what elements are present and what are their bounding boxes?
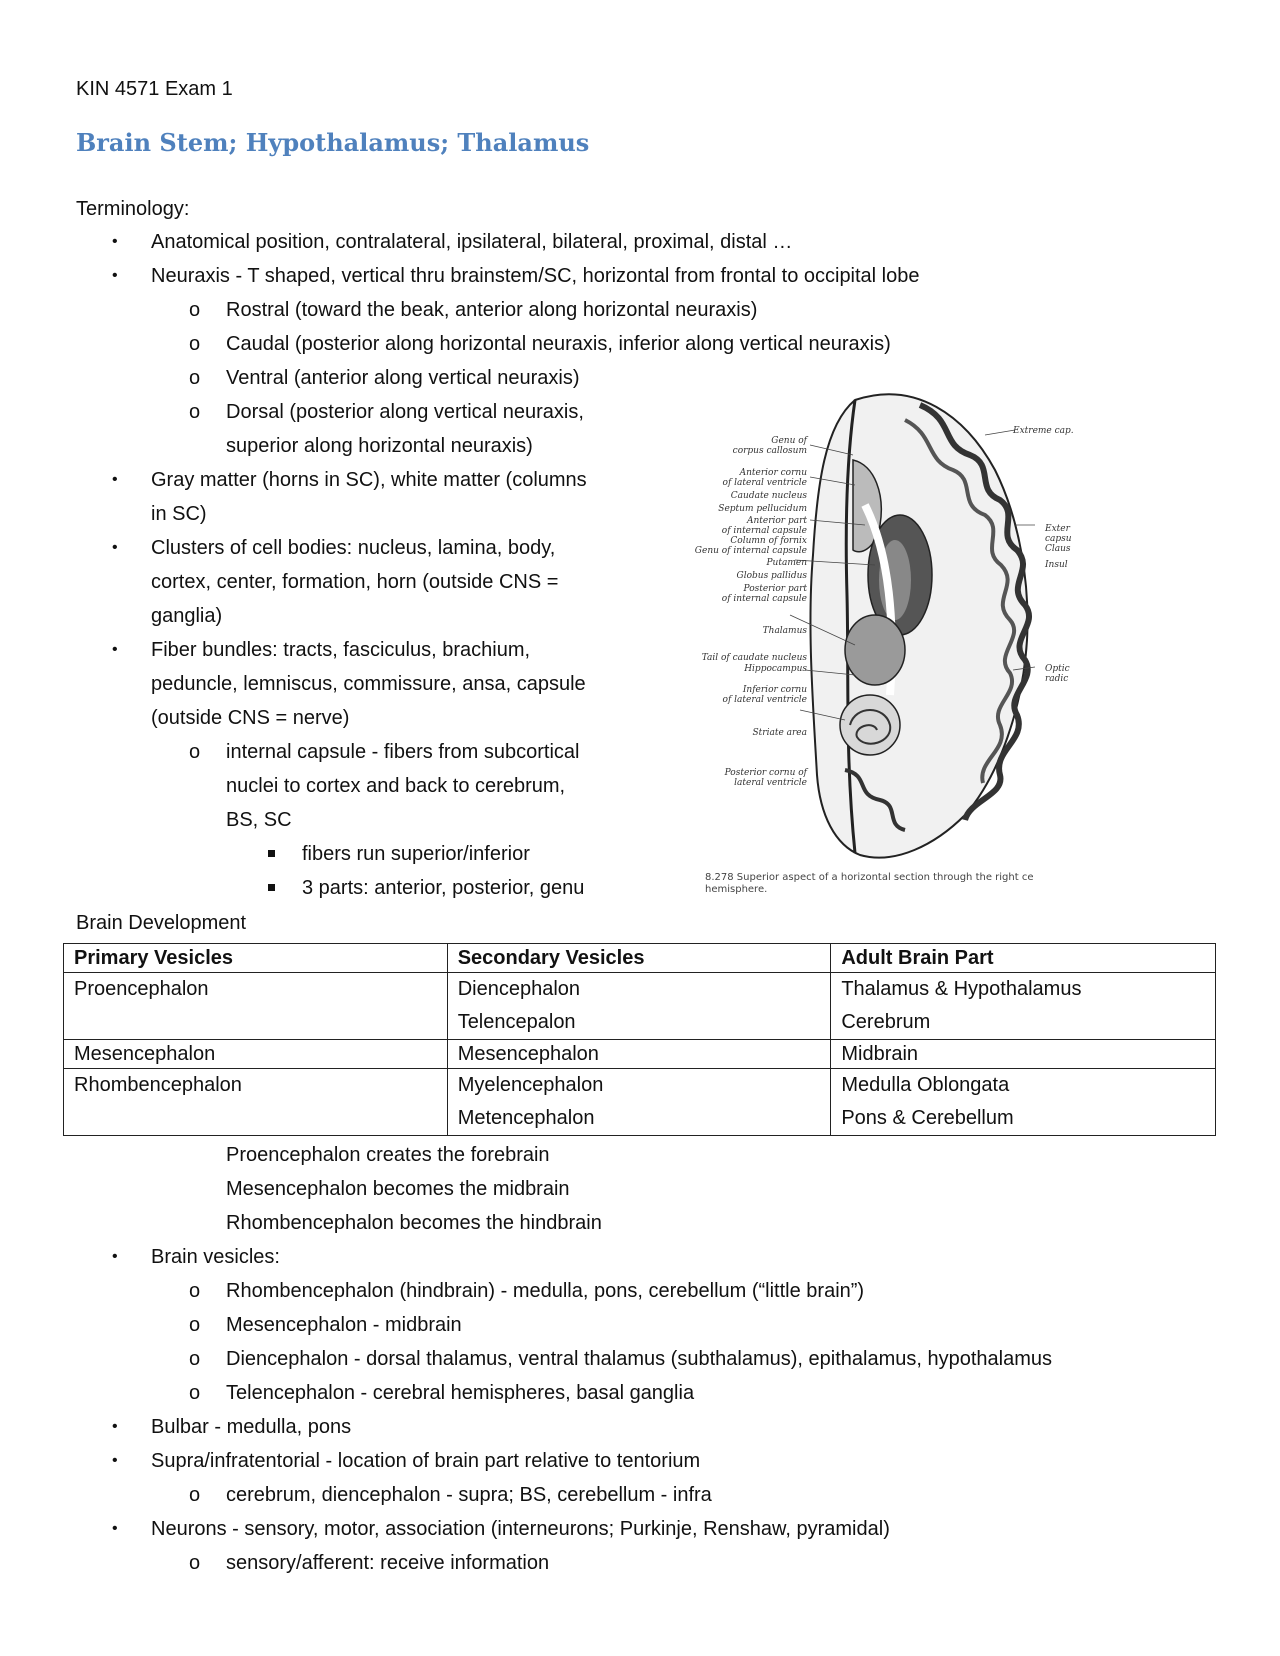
fig-label-septum-pellucidum: Septum pellucidum [718, 504, 807, 514]
tentorial-sub-item: cerebrum, diencephalon - supra; BS, cerebellum - infra [226, 1484, 712, 1506]
circle-marker: o [189, 333, 201, 355]
square-bullet [268, 850, 275, 857]
circle-marker: o [189, 1348, 201, 1370]
fig-label-column-fornix: Column of fornix [730, 536, 807, 546]
fig-label-capsule: capsu [1045, 534, 1072, 544]
development-note-2: Mesencephalon becomes the midbrain [226, 1178, 570, 1200]
terminology-heading: Terminology: [76, 198, 190, 220]
fig-label-claustrum: Claus [1045, 544, 1071, 554]
bullet-marker: • [112, 267, 118, 284]
capsule-sub-1: fibers run superior/inferior [302, 843, 530, 865]
figure-caption-line2: hemisphere. [705, 884, 768, 895]
development-note-3: Rhombencephalon becomes the hindbrain [226, 1212, 602, 1234]
bullet-marker: • [112, 471, 118, 488]
circle-marker: o [189, 1552, 201, 1574]
cell-adult: Thalamus & Hypothalamus Cerebrum [831, 973, 1216, 1040]
brain-section-illustration [695, 375, 1215, 895]
gray-matter-line2: in SC) [151, 503, 207, 525]
bullet-marker: • [112, 233, 118, 250]
anatomical-item: Anatomical position, contralateral, ipsilateral, bilateral, proximal, distal … [151, 231, 793, 253]
dorsal-item-line1: Dorsal (posterior along vertical neuraxis, [226, 401, 584, 423]
fibers-line2: peduncle, lemniscus, commissure, ansa, capsule [151, 673, 586, 695]
circle-marker: o [189, 401, 201, 423]
circle-marker: o [189, 367, 201, 389]
gray-matter-line1: Gray matter (horns in SC), white matter (columns [151, 469, 587, 491]
circle-marker: o [189, 1314, 201, 1336]
header-secondary: Secondary Vesicles [447, 944, 831, 973]
fig-label-striate-area: Striate area [752, 728, 807, 738]
fig-label-genu-corpus: Genu of [771, 436, 807, 446]
bullet-marker: • [112, 1520, 118, 1537]
figure-caption-line1: 8.278 Superior aspect of a horizontal section through the right ce [705, 872, 1034, 883]
dorsal-item-line2: superior along horizontal neuraxis) [226, 435, 533, 457]
cell-secondary: Diencephalon Telencepalon [447, 973, 831, 1040]
fig-label-external: Exter [1045, 524, 1070, 534]
fibers-line3: (outside CNS = nerve) [151, 707, 350, 729]
cell-adult: Midbrain [831, 1040, 1216, 1069]
fig-label-insula: Insul [1045, 560, 1068, 570]
fig-label-optic: Optic [1045, 664, 1070, 674]
vesicle-item: Diencephalon - dorsal thalamus, ventral thalamus (subthalamus), epithalamus, hypothalamus [226, 1348, 1052, 1370]
fig-label-corpus-callosum: corpus callosum [732, 446, 807, 456]
cell-primary: Mesencephalon [64, 1040, 448, 1069]
clusters-line1: Clusters of cell bodies: nucleus, lamina, body, [151, 537, 556, 559]
page-title: Brain Stem; Hypothalamus; Thalamus [76, 128, 590, 157]
cell-primary: Proencephalon [64, 973, 448, 1040]
header-adult: Adult Brain Part [831, 944, 1216, 973]
cell-adult: Medulla Oblongata Pons & Cerebellum [831, 1069, 1216, 1136]
circle-marker: o [189, 1280, 201, 1302]
bullet-marker: • [112, 1452, 118, 1469]
fig-label-lateral-ventricle-2: of lateral ventricle [722, 695, 807, 705]
square-bullet [268, 884, 275, 891]
neuraxis-item: Neuraxis - T shaped, vertical thru brainstem/SC, horizontal from frontal to occipital lobe [151, 265, 920, 287]
fig-label-putamen: Putamen [766, 558, 807, 568]
ventral-item: Ventral (anterior along vertical neuraxis) [226, 367, 580, 389]
fig-label-tail-caudate: Tail of caudate nucleus [701, 653, 807, 663]
circle-marker: o [189, 299, 201, 321]
fig-label-hippocampus: Hippocampus [744, 664, 807, 674]
fig-label-posterior-part: Posterior part [743, 584, 807, 594]
fig-label-thalamus: Thalamus [762, 626, 807, 636]
course-label: KIN 4571 Exam 1 [76, 78, 233, 100]
fig-label-anterior-cornu: Anterior cornu [739, 468, 807, 478]
fig-label-lateral-ventricle-3: lateral ventricle [734, 778, 807, 788]
vesicle-item: Mesencephalon - midbrain [226, 1314, 462, 1336]
vesicle-item: Telencephalon - cerebral hemispheres, basal ganglia [226, 1382, 695, 1404]
development-table [63, 943, 1216, 1136]
vesicle-item: Rhombencephalon (hindbrain) - medulla, pons, cerebellum (“little brain”) [226, 1280, 865, 1302]
fig-label-caudate-nucleus: Caudate nucleus [730, 491, 807, 501]
cell-primary: Rhombencephalon [64, 1069, 448, 1136]
brain-section-figure [695, 375, 1215, 895]
vesicles-heading: Brain vesicles: [151, 1246, 280, 1268]
rostral-item: Rostral (toward the beak, anterior along horizontal neuraxis) [226, 299, 758, 321]
header-primary: Primary Vesicles [64, 944, 448, 973]
bulbar-item: Bulbar - medulla, pons [151, 1416, 352, 1438]
table-row [64, 1069, 1216, 1136]
bullet-marker: • [112, 1418, 118, 1435]
circle-marker: o [189, 741, 201, 763]
tentorial-item: Supra/infratentorial - location of brain part relative to tentorium [151, 1450, 701, 1472]
fig-label-extreme-capsule: Extreme cap. [1013, 426, 1074, 436]
capsule-line2: nuclei to cortex and back to cerebrum, [226, 775, 566, 797]
table-row [64, 1040, 1216, 1069]
capsule-line1: internal capsule - fibers from subcortical [226, 741, 580, 763]
caudal-item: Caudal (posterior along horizontal neuraxis, inferior along vertical neuraxis) [226, 333, 891, 355]
fig-label-anterior-part: Anterior part [746, 516, 807, 526]
fig-label-genu-internal-capsule: Genu of internal capsule [695, 546, 807, 556]
bullet-marker: • [112, 641, 118, 658]
capsule-sub-2: 3 parts: anterior, posterior, genu [302, 877, 585, 899]
fig-label-globus-pallidus: Globus pallidus [736, 571, 807, 581]
development-heading: Brain Development [76, 912, 247, 934]
clusters-line2: cortex, center, formation, horn (outside CNS = [151, 571, 559, 593]
capsule-line3: BS, SC [226, 809, 292, 831]
neurons-sub-item: sensory/afferent: receive information [226, 1552, 550, 1574]
fig-label-radiation: radic [1045, 674, 1069, 684]
clusters-line3: ganglia) [151, 605, 223, 627]
bullet-marker: • [112, 1248, 118, 1265]
fig-label-lateral-ventricle: of lateral ventricle [722, 478, 807, 488]
fibers-line1: Fiber bundles: tracts, fasciculus, brachium, [151, 639, 531, 661]
fig-label-posterior-cornu: Posterior cornu of [724, 768, 807, 778]
cell-secondary: Mesencephalon [447, 1040, 831, 1069]
development-note-1: Proencephalon creates the forebrain [226, 1144, 550, 1166]
bullet-marker: • [112, 539, 118, 556]
table-header-row [64, 944, 1216, 973]
circle-marker: o [189, 1484, 201, 1506]
fig-label-internal-capsule-2: of internal capsule [721, 594, 807, 604]
fig-label-inferior-cornu: Inferior cornu [742, 685, 807, 695]
circle-marker: o [189, 1382, 201, 1404]
table-row [64, 973, 1216, 1040]
neurons-item: Neurons - sensory, motor, association (interneurons; Purkinje, Renshaw, pyramidal) [151, 1518, 890, 1540]
fig-label-internal-capsule: of internal capsule [721, 526, 807, 536]
cell-secondary: Myelencephalon Metencephalon [447, 1069, 831, 1136]
